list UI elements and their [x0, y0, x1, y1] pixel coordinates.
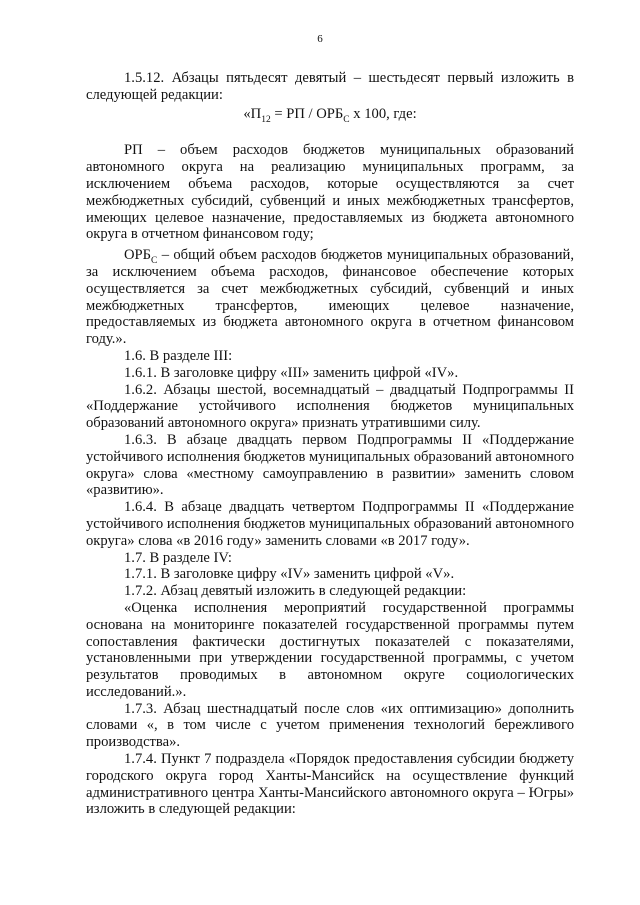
paragraph: 1.5.12. Абзацы пятьдесят девятый – шестьдесят первый изложить в следующей редакции: — [86, 70, 574, 103]
term: ОРБ — [124, 247, 152, 264]
paragraph: 1.6.3. В абзаце двадцать первом Подпрограммы II «Поддержание устойчивого исполнения бюджетов муниципальных образований автономного округа» слова «местному самоуправлению в развитии» заменить словом «развитию». — [86, 431, 575, 499]
formula-subscript: 12 — [261, 114, 271, 125]
formula-part: х 100, где: — [349, 105, 417, 122]
paragraph: 1.6. В разделе III: — [124, 347, 233, 364]
term-subscript: С — [151, 256, 158, 267]
paragraph: 1.7.2. Абзац девятый изложить в следующей редакции: — [124, 583, 467, 600]
formula-subscript: С — [343, 114, 350, 125]
document-body — [86, 70, 574, 818]
paragraph: 1.6.1. В заголовке цифру «III» заменить цифрой «IV». — [124, 364, 459, 381]
definition: – общий объем расходов бюджетов муниципальных образований, за исключением объема расходов, финансовое обеспечение которых осуществляется за счет межбюджетных субсидий, субвенций и иных межбюджетных трансфертов, имеющих целевое назначение, предоставляемых из бюджета автономного округа в отчетном финансовом году.». — [86, 247, 574, 348]
page-number: 6 — [317, 33, 323, 45]
paragraph: «Оценка исполнения мероприятий государственной программы основана на мониторинге показателей государственной программы путем сопоставления фактически достигнутых показателей с показателями, установленными при утверждении государственной программы, с учетом результатов проводимых в автономном округе социологических исследований.». — [86, 599, 574, 700]
paragraph: 1.7.3. Абзац шестнадцатый после слов «их оптимизацию» дополнить словами «, в том числе с учетом применения технологий бережливого производства». — [86, 700, 574, 751]
paragraph: 1.7.4. Пункт 7 подраздела «Порядок предоставления субсидии бюджету городского округа город Ханты-Мансийск на осуществление функций административного центра Ханты-Мансийского автономного округа – Югры» изложить в следующей редакции: — [86, 751, 574, 818]
paragraph: РП – объем расходов бюджетов муниципальных образований автономного округа на реализацию муниципальных программ, за исключением объема расходов, которые осуществляются за счет межбюджетных субсидий, субвенций и иных межбюджетных трансфертов, имеющих целевое назначение, предоставляемых из бюджета автономного округа в отчетном финансовом году; — [86, 142, 574, 243]
paragraph: 1.7.1. В заголовке цифру «IV» заменить цифрой «V». — [124, 566, 455, 583]
paragraph: 1.7. В разделе IV: — [124, 549, 232, 566]
paragraph — [86, 247, 574, 348]
formula-part: «П — [243, 105, 262, 122]
paragraph: 1.6.2. Абзацы шестой, восемнадцатый – двадцатый Подпрограммы II «Поддержание устойчивого исполнения бюджетов муниципальных образований автономного округа» признать утратившими силу. — [86, 381, 574, 432]
paragraph: 1.6.4. В абзаце двадцать четвертом Подпрограммы II «Поддержание устойчивого исполнения бюджетов муниципальных образований автономного округа» слова «в 2016 году» заменить словами «в 2017 году». — [86, 499, 575, 549]
formula — [86, 106, 574, 123]
formula-part: = РП / ОРБ — [270, 105, 344, 122]
